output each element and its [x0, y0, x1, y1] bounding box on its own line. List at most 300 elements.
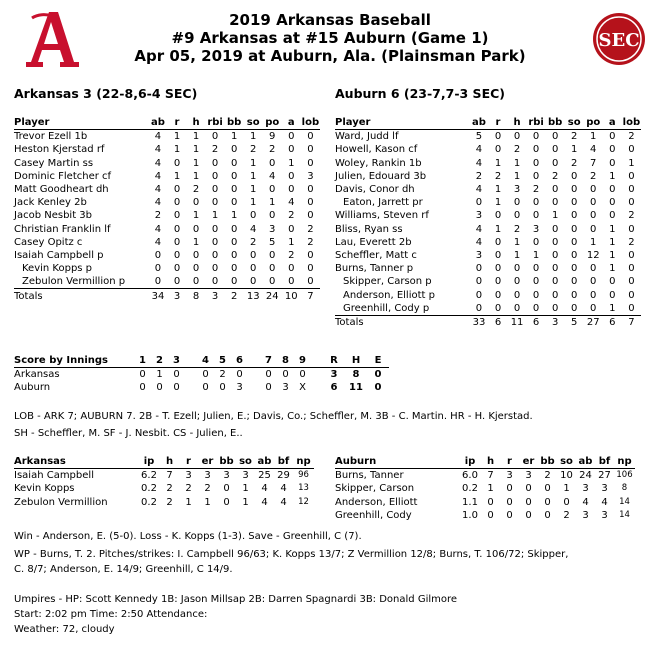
column-header: rbi	[528, 117, 544, 129]
stat-cell: 1	[590, 236, 597, 248]
stat-cell: 4	[475, 236, 483, 248]
stat-cell: 96	[298, 470, 309, 481]
stat-cell: 0	[532, 236, 540, 248]
total-h: 11	[349, 382, 363, 394]
stat-cell: 3	[601, 483, 608, 495]
stat-cell: 1	[173, 144, 181, 156]
stat-cell: 0	[494, 144, 502, 156]
column-header: bf	[274, 455, 293, 469]
stat-cell: 0	[628, 197, 635, 209]
column-header: ab	[148, 116, 167, 130]
stat-cell: 1	[609, 263, 616, 275]
home-team-heading: Auburn 6 (23-7,7-3 SEC)	[335, 86, 505, 101]
stat-cell: 0	[307, 263, 314, 275]
stat-cell: 0	[609, 157, 616, 169]
total-r: 6	[330, 382, 338, 394]
total-cell: 24	[265, 290, 279, 302]
stat-cell: 0	[211, 263, 219, 275]
stat-cell: 0	[494, 263, 502, 275]
stat-cell: 0	[192, 197, 200, 209]
stat-cell: 1	[487, 483, 494, 495]
stat-cell: 0.2	[462, 483, 478, 495]
column-header: r	[179, 455, 198, 469]
stat-cell: 0	[269, 263, 276, 275]
total-cell: 3	[551, 316, 559, 328]
stat-cell: 7	[166, 470, 173, 482]
pitching-team-label: Auburn	[335, 455, 459, 469]
stat-cell: 3	[223, 470, 230, 482]
column-header: ab	[255, 455, 274, 469]
stat-cell: 1	[269, 197, 276, 209]
stat-cell: 3	[242, 470, 249, 482]
stat-cell: 7	[590, 157, 597, 169]
notes-line-1: LOB - ARK 7; AUBURN 7. 2B - T. Ezell; Julien, E.; Davis, Co.; Scheffler, M. 3B - C. Martin. HR - H. Kjerstad.	[14, 411, 533, 422]
stat-cell: 0	[532, 289, 540, 301]
stat-cell: 7	[487, 470, 494, 482]
stat-cell: 27	[598, 470, 611, 482]
stat-cell: 4	[154, 184, 162, 196]
inning-runs: 0	[156, 382, 163, 394]
stat-cell: 0	[551, 184, 559, 196]
stat-cell: 2	[269, 144, 276, 156]
total-cell: 13	[246, 290, 260, 302]
pitcher-row	[335, 469, 635, 483]
away-pitching-table	[14, 455, 314, 509]
stat-cell: 0	[571, 223, 578, 235]
column-header: so	[236, 455, 255, 469]
stat-cell: 2	[590, 170, 597, 182]
stat-cell: 0	[590, 223, 597, 235]
inning-runs: 3	[236, 382, 243, 394]
stat-cell: 1	[288, 157, 295, 169]
stat-cell: 1	[513, 249, 521, 261]
total-cell: 34	[151, 290, 165, 302]
stat-cell: 0	[167, 275, 186, 289]
player-name: Casey Opitz c	[14, 236, 83, 248]
stat-cell: 1	[513, 236, 521, 248]
column-header: ab	[469, 116, 488, 130]
stat-cell: 1	[590, 131, 597, 143]
column-header: r	[500, 455, 519, 469]
stat-cell: 0	[211, 249, 219, 261]
away-batting-table	[14, 116, 320, 303]
stat-cell: 0	[532, 276, 540, 288]
stat-cell: 0	[230, 170, 238, 182]
stat-cell: 13	[298, 483, 309, 494]
inning-runs: 0	[236, 369, 243, 381]
batter-row	[335, 302, 641, 316]
inning-runs: 0	[265, 382, 272, 394]
stat-cell: 2	[204, 483, 211, 495]
stat-cell: 2	[513, 144, 521, 156]
player-name: Dominic Fletcher cf	[14, 170, 112, 182]
inning-runs: 0	[299, 369, 306, 381]
stat-cell: 0	[584, 302, 603, 316]
wp-pitches-line-2: C. 8/7; Anderson, E. 14/9; Greenhill, C 14/9.	[14, 564, 233, 575]
column-header: rbi	[207, 117, 223, 129]
pitcher-row	[14, 469, 314, 483]
stat-cell: 0	[211, 157, 219, 169]
batter-row	[14, 209, 320, 222]
column-header: er	[198, 455, 217, 469]
batter-row	[14, 157, 320, 170]
stat-cell: 0	[475, 197, 483, 209]
batter-row	[14, 249, 320, 262]
stat-cell: 0	[307, 131, 314, 143]
stat-cell: 0	[609, 210, 616, 222]
stat-cell: 0	[154, 263, 162, 275]
stat-cell: 1	[563, 483, 570, 495]
batter-row	[335, 183, 641, 196]
stat-cell: 2	[154, 210, 162, 222]
stat-cell: 0	[532, 131, 540, 143]
batter-row	[14, 262, 320, 275]
team-name: Arkansas	[14, 369, 60, 381]
stat-cell: 0.2	[141, 483, 157, 495]
stat-cell: 4	[280, 496, 287, 508]
stat-cell: 0	[187, 275, 206, 289]
player-name: Jack Kenley 2b	[14, 197, 87, 209]
stat-cell: 4	[250, 223, 257, 235]
column-header: bf	[595, 455, 614, 469]
pitcher-name: Anderson, Elliott	[335, 496, 418, 508]
stat-cell: 1	[250, 170, 257, 182]
column-header: so	[565, 116, 584, 130]
stat-cell: 4	[154, 223, 162, 235]
stat-cell: 0	[487, 496, 494, 508]
player-name: Eaton, Jarrett pr	[343, 197, 423, 209]
stat-cell: 12	[586, 249, 600, 261]
batter-row	[335, 223, 641, 236]
stat-cell: 0	[563, 496, 570, 508]
player-name: Davis, Conor dh	[335, 184, 415, 196]
stat-cell: 0	[571, 236, 578, 248]
stat-cell: 14	[619, 509, 630, 520]
stat-cell: 0	[609, 184, 616, 196]
stat-cell: 0	[571, 197, 578, 209]
player-name: Williams, Steven rf	[335, 210, 429, 222]
inning-runs: 0	[173, 382, 180, 394]
stat-cell: 0	[544, 509, 551, 521]
stat-cell: 0	[230, 223, 238, 235]
stat-cell: 1	[494, 223, 502, 235]
total-cell: 8	[192, 290, 200, 302]
stat-cell: 0	[230, 263, 238, 275]
stat-cell: 1	[628, 157, 635, 169]
stat-cell: 0	[525, 483, 532, 495]
stat-cell: 0	[269, 184, 276, 196]
stat-cell: 0	[487, 509, 494, 521]
pitcher-name: Burns, Tanner	[335, 470, 404, 482]
column-header: h	[481, 455, 500, 469]
stat-cell: 2	[551, 170, 559, 182]
stat-cell: 1	[609, 170, 616, 182]
stat-cell: 4	[475, 184, 483, 196]
stat-cell: 0	[475, 276, 483, 288]
stat-cell: 8	[621, 483, 628, 494]
pitcher-name: Kevin Kopps	[14, 483, 75, 495]
stat-cell: 4	[475, 157, 483, 169]
inning-runs: 0	[202, 382, 209, 394]
umpires-line: Umpires - HP: Scott Kennedy 1B: Jason Millsap 2B: Darren Spagnardi 3B: Donald Gilmore	[14, 594, 458, 605]
column-header: a	[603, 116, 622, 130]
report-title: 2019 Arkansas Baseball	[229, 11, 431, 29]
stat-cell: 0	[590, 184, 597, 196]
stat-cell: 5	[475, 131, 483, 143]
total-cell: 6	[532, 316, 540, 328]
stat-cell: 0	[551, 144, 559, 156]
stat-cell: 0	[571, 263, 578, 275]
stat-cell: 0	[282, 275, 301, 289]
stat-cell: 0	[508, 302, 527, 316]
spacer	[248, 381, 260, 394]
column-header: Player	[335, 116, 469, 130]
stat-cell: 3	[513, 184, 521, 196]
stat-cell: 0	[307, 144, 314, 156]
pitcher-row	[14, 482, 314, 495]
stat-cell: 3	[506, 470, 513, 482]
column-header: a	[282, 116, 301, 130]
stat-cell: 0	[230, 197, 238, 209]
stat-cell: 2	[250, 144, 257, 156]
stat-cell: 4	[154, 157, 162, 169]
stat-cell: 4	[261, 496, 268, 508]
stat-cell: 1	[532, 249, 540, 261]
stat-cell: 0	[628, 223, 635, 235]
stat-cell: 0	[192, 223, 200, 235]
pitcher-name: Greenhill, Cody	[335, 509, 412, 521]
stat-cell: 3	[582, 483, 589, 495]
stat-cell: 0	[173, 236, 181, 248]
player-name: Howell, Kason cf	[335, 144, 418, 156]
batter-row	[14, 275, 320, 289]
inning-header: 3	[168, 354, 185, 368]
stat-cell: 0	[513, 276, 521, 288]
spacer	[311, 354, 323, 368]
batter-row	[335, 249, 641, 262]
stat-cell: 1	[513, 170, 521, 182]
pitcher-row	[335, 482, 635, 495]
stat-cell: 3	[582, 509, 589, 521]
stat-cell: 2	[288, 210, 295, 222]
batter-row	[14, 183, 320, 196]
stat-cell: 0	[551, 276, 559, 288]
stat-cell: 0	[590, 263, 597, 275]
team-name: Auburn	[14, 382, 51, 394]
stat-cell: 0	[192, 263, 200, 275]
column-header: er	[519, 455, 538, 469]
inning-runs: 0	[139, 382, 146, 394]
totals-row	[14, 289, 320, 303]
stat-cell: 0	[211, 236, 219, 248]
stat-cell: 0	[475, 289, 483, 301]
player-name: Heston Kjerstad rf	[14, 144, 105, 156]
stat-cell: 0	[544, 483, 551, 495]
start-time-line: Start: 2:02 pm Time: 2:50 Attendance:	[14, 609, 208, 620]
stat-cell: 0	[173, 157, 181, 169]
stat-cell: 4	[154, 236, 162, 248]
stat-cell: 2	[628, 210, 635, 222]
stat-cell: 4	[475, 144, 483, 156]
spacer	[248, 354, 260, 368]
column-header: bb	[217, 455, 236, 469]
stat-cell: 0	[513, 210, 521, 222]
stat-cell: 2	[166, 483, 173, 495]
stat-cell: 0	[551, 263, 559, 275]
stat-cell: 0	[628, 289, 635, 301]
column-header: np	[293, 455, 314, 469]
inning-runs: 1	[156, 369, 163, 381]
stat-cell: 0	[192, 249, 200, 261]
spacer	[185, 354, 197, 368]
player-name: Lau, Everett 2b	[335, 236, 412, 248]
weather-line: Weather: 72, cloudy	[14, 624, 115, 635]
player-name: Greenhill, Cody p	[335, 302, 469, 316]
stat-cell: 1	[551, 210, 559, 222]
inning-runs: 3	[282, 382, 289, 394]
total-cell: 3	[173, 290, 181, 302]
stat-cell: 0	[551, 157, 559, 169]
stat-cell: 1	[192, 144, 200, 156]
stat-cell: 0	[590, 289, 597, 301]
inning-header: 5	[214, 354, 231, 368]
stat-cell: 0	[230, 157, 238, 169]
batter-row	[14, 143, 320, 156]
stat-cell: 1	[192, 236, 200, 248]
total-e: 0	[374, 369, 382, 381]
column-header: po	[584, 116, 603, 130]
notes-line-2: SH - Scheffler, M. SF - J. Nesbit. CS - Julien, E..	[14, 428, 243, 439]
stat-cell: 0	[307, 184, 314, 196]
svg-text:SEC: SEC	[598, 30, 640, 51]
inning-runs: 0	[219, 382, 226, 394]
column-header: h	[187, 116, 206, 130]
stat-cell: 0	[513, 263, 521, 275]
stat-cell: 1	[513, 157, 521, 169]
column-header: bb	[225, 116, 244, 130]
wp-pitches-line-1: WP - Burns, T. 2. Pitches/strikes: I. Campbell 96/63; K. Kopps 13/7; Z Vermillion 12/8; Burns, T. 106/72; Skipper,	[14, 549, 569, 560]
batter-row	[335, 275, 641, 288]
stat-cell: 4	[261, 483, 268, 495]
stat-cell: 0	[288, 170, 295, 182]
stat-cell: 0	[206, 275, 225, 289]
inning-header: 6	[231, 354, 248, 368]
stat-cell: 0	[307, 249, 314, 261]
pitching-team-label: Arkansas	[14, 455, 138, 469]
inning-runs: 0	[202, 369, 209, 381]
stat-cell: 3	[532, 223, 540, 235]
column-header: h	[160, 455, 179, 469]
player-name: Casey Martin ss	[14, 157, 94, 169]
stat-cell: 3	[307, 170, 314, 182]
batter-row	[335, 288, 641, 301]
stat-cell: 4	[154, 197, 162, 209]
player-name: Julien, Edouard 3b	[335, 170, 427, 182]
stat-cell: 3	[525, 470, 532, 482]
spacer	[248, 368, 260, 382]
home-batting-table	[335, 116, 641, 329]
stat-cell: 2	[544, 470, 551, 482]
stat-cell: 3	[475, 249, 483, 261]
stat-cell: 0	[223, 483, 230, 495]
stat-cell: 0	[173, 223, 181, 235]
stat-cell: 1	[204, 496, 211, 508]
stat-cell: 0	[590, 210, 597, 222]
pitcher-row	[335, 496, 635, 509]
total-cell: 2	[230, 290, 238, 302]
total-cell: 6	[609, 316, 616, 328]
stat-cell: 3	[601, 509, 608, 521]
stat-cell: 2	[628, 131, 635, 143]
stat-cell: 1.0	[462, 509, 478, 521]
stat-cell: 0	[551, 236, 559, 248]
column-header: bb	[538, 455, 557, 469]
stat-cell: 1	[494, 184, 502, 196]
batter-row	[335, 170, 641, 183]
stat-cell: 0	[494, 249, 502, 261]
stat-cell: 0	[494, 210, 502, 222]
stat-cell: 0	[269, 210, 276, 222]
stat-cell: 0	[173, 197, 181, 209]
total-h: 8	[352, 369, 360, 381]
stat-cell: 0	[628, 249, 635, 261]
stat-cell: 2	[307, 236, 314, 248]
stat-cell: 0	[173, 249, 181, 261]
inning-header: 8	[277, 354, 294, 368]
player-name: Ward, Judd lf	[335, 131, 399, 143]
column-header: np	[614, 455, 635, 469]
stat-cell: 2	[532, 184, 540, 196]
column-header: r	[488, 116, 507, 130]
total-cell: 10	[284, 290, 298, 302]
stat-cell: 1	[571, 144, 578, 156]
stat-cell: 0	[609, 197, 616, 209]
stat-cell: 0	[173, 184, 181, 196]
player-name: Woley, Rankin 1b	[335, 157, 422, 169]
column-header: Player	[14, 116, 148, 130]
inning-header: E	[367, 354, 389, 368]
player-name: Christian Franklin lf	[14, 223, 111, 235]
stat-cell: 0	[269, 157, 276, 169]
stat-cell: 6.0	[462, 470, 478, 482]
stat-cell: 0	[513, 197, 521, 209]
matchup-title: #9 Arkansas at #15 Auburn (Game 1)	[171, 29, 489, 47]
stat-cell: 0	[469, 302, 488, 316]
stat-cell: 2	[250, 236, 257, 248]
stat-cell: 0	[307, 157, 314, 169]
stat-cell: 12	[298, 496, 309, 507]
stat-cell: 0	[475, 263, 483, 275]
stat-cell: 4	[154, 131, 162, 143]
inning-runs: 0	[282, 369, 289, 381]
stat-cell: 2	[185, 483, 192, 495]
stat-cell: 0	[223, 496, 230, 508]
pitcher-row	[335, 509, 635, 522]
stat-cell: 1	[609, 236, 616, 248]
stat-cell: 2	[513, 223, 521, 235]
stat-cell: 0	[288, 223, 295, 235]
pitcher-name: Isaiah Campbell	[14, 470, 94, 482]
stat-cell: 0	[590, 276, 597, 288]
stat-cell: 0	[225, 275, 244, 289]
column-header: h	[508, 116, 527, 130]
player-name: Matt Goodheart dh	[14, 184, 109, 196]
inning-runs: 0	[139, 369, 146, 381]
inning-header: 7	[260, 354, 277, 368]
batter-row	[335, 262, 641, 275]
stat-cell: 0	[230, 184, 238, 196]
stat-cell: 0	[609, 276, 616, 288]
